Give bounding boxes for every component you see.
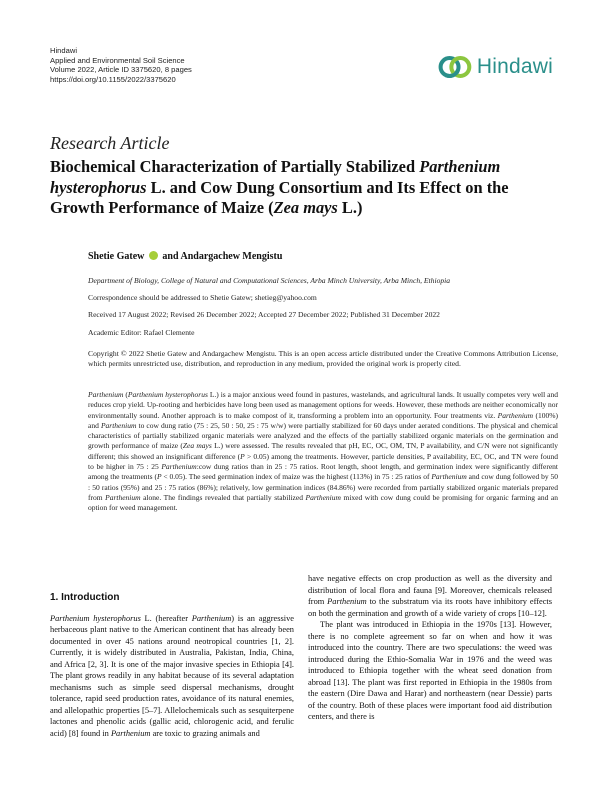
- title-part: L.): [337, 198, 363, 217]
- body-paragraph: The plant was introduced in Ethiopia in the 1970s [13]. However, there is no complete agreement so far on when and how it was introduced into the country. There are two speculations: the weed was introduced during the Ethio-Somalia War in 1976 and the weed was introduced to Ethiopia together with the wheat seed donation from abroad [13]. The plant was first reported in Ethiopia in the 1980s from the eastern (Dire Dawa and Harar) and northeastern (near Dessie) parts of the country. Both of these places were important food aid distribution centers, and there is: [308, 620, 552, 721]
- abstract-text: L.) were assessed. The results revealed that pH, EC, OC, OM, TN, P availability, and C/N were not significantly different; this showed an insignificant difference (: [88, 441, 558, 461]
- body-column-left: [50, 592, 294, 739]
- abstract-species: Parthenium: [161, 462, 197, 472]
- abstract-species: Zea mays: [182, 441, 212, 451]
- orcid-icon[interactable]: [149, 251, 158, 260]
- body-text: are toxic to grazing animals and: [150, 728, 260, 738]
- publisher-name: Hindawi: [50, 46, 78, 55]
- body-species: Parthenium hysterophorus: [50, 613, 141, 623]
- abstract-text: (: [123, 390, 128, 399]
- title-species: Parthenium hysterophorus: [50, 157, 501, 197]
- body-species: Parthenium: [327, 597, 367, 606]
- title-part: L. and Cow Dung Consortium and Its Effect on the Growth Performance of Maize (: [50, 177, 509, 217]
- body-text: ) is an aggressive herbaceous plant native to the American continent that has already been documented in over 45 nations around neotropical countries [1, 2]. Currently, it is widely distributed in Australia, Pakistan, India, China, and Africa [2, 3]. It is one of the major invasive species in Ethiopia [4]. The plant grows readily in any habitat because of its several adaptation mechanisms such as simple seed dispersal mechanisms, drought tolerance, rapid seed production rates, avoidance of its natural enemies, and allelopathic properties [5–7]. Allelochemicals such as sesquiterpene lactones and phenolic acids (gallic acid, chlorogenic acid, and ferulic acid) [8] found in: [50, 613, 294, 738]
- body-species: Parthenium: [191, 613, 232, 623]
- abstract-text: mixed with cow dung could be promising for organic farming and an option for weed management.: [88, 492, 558, 513]
- section-heading: 1. Introduction: [50, 592, 120, 603]
- abstract-text: L.) is a major anxious weed found in pastures, wastelands, and agricultural lands. It usually competes very well and reduces crop yield. Up-rooting and herbicides have long been used as management options for weeds. However, these methods are neither economically nor environmentally sound. Another approach is to make compost of it, transforming a problem into an opportunity. Four treatments viz.: [88, 390, 558, 420]
- body-paragraph: [308, 573, 552, 619]
- author-connector: and: [162, 251, 179, 262]
- abstract-species: Parthenium: [305, 492, 341, 502]
- article-type: Research Article: [50, 133, 170, 153]
- doi-link[interactable]: https://doi.org/10.1155/2022/3375620: [50, 74, 176, 84]
- body-text: to the substratum via its roots have inhibitory effects on both the germination and growth of a wide variety of crops [10–12].: [308, 597, 553, 618]
- body-paragraph: [50, 613, 294, 740]
- title-part: Biochemical Characterization of Partially Stabilized: [50, 157, 420, 176]
- abstract-symbol: P: [156, 472, 162, 482]
- abstract-text: :cow dung ratios than in 25 : 75 ratios. Root length, shoot length, and germination index were significantly different among the treatments (: [88, 462, 558, 482]
- body-text: have negative effects on crop production as well as the diversity and distribution of local flora and fauna [9]. Moreover, chemicals released from: [308, 574, 552, 606]
- body-species: Parthenium: [110, 728, 151, 738]
- abstract-text: < 0.05). The seed germination index of maize was the highest (113%) in 75 : 25 ratios of: [161, 472, 432, 482]
- author-name[interactable]: Shetie Gatew: [88, 251, 145, 262]
- abstract-species: Parthenium hysterophorus: [127, 390, 208, 399]
- copyright-notice: Copyright © 2022 Shetie Gatew and Andargachew Mengistu. This is an open access article distributed under the Creative Commons Attribution License, which permits unrestricted use, distribution, and reproduction in any medium, provided the original work is properly cited.: [88, 349, 558, 369]
- logo-text: Hindawi: [476, 55, 553, 78]
- abstract-text: and cow dung followed by 50 : 50 ratios (95%) and 25 : 75 ratios (86%); relatively, low germination indices (84.86%) were recorded from partially stabilized organic materials prepared from: [88, 472, 559, 502]
- abstract-species: Parthenium: [88, 390, 124, 399]
- abstract: [88, 390, 558, 514]
- volume-info: Volume 2022, Article ID 3375620, 8 pages: [50, 65, 192, 75]
- abstract-text: > 0.05) among the treatments. However, particle densities, P availability, EC, OC, and TN were found to be higher in 75 : 25: [88, 451, 558, 472]
- abstract-text: (100%) and: [88, 410, 558, 430]
- correspondence: Correspondence should be addressed to Shetie Gatew; shetieg@yahoo.com: [88, 293, 317, 302]
- abstract-species: Parthenium: [497, 410, 534, 420]
- hindawi-rings-icon: [437, 52, 473, 82]
- journal-name: Applied and Environmental Soil Science: [50, 55, 185, 65]
- author-list: [88, 251, 282, 262]
- abstract-species: Parthenium: [431, 472, 467, 482]
- abstract-species: Parthenium: [105, 492, 141, 502]
- journal-info: [50, 46, 192, 84]
- paper-title: [50, 157, 560, 219]
- abstract-symbol: P: [240, 451, 245, 461]
- affiliation: Department of Biology, College of Natural and Computational Sciences, Arba Minch University, Arba Minch, Ethiopia: [88, 276, 451, 285]
- hindawi-logo: [437, 50, 553, 84]
- title-species: Zea mays: [273, 198, 338, 217]
- body-column-right: [308, 573, 552, 723]
- author-name[interactable]: Andargachew Mengistu: [180, 251, 283, 262]
- abstract-text: alone. The findings revealed that partially stabilized: [140, 492, 306, 502]
- body-text: L. (hereafter: [140, 613, 192, 623]
- abstract-text: to cow dung ratio (75 : 25, 50 : 50, 25 : 75 w/w) were partially stabilized for 60 days under aerated conditions. The physical and chemical characteristics of partially stabilized organic materials were analyzed and the effects of the partially stabilized organic materials on the germination and growth performance of maize (: [88, 420, 558, 451]
- academic-editor: Academic Editor: Rafael Clemente: [88, 328, 195, 337]
- publication-dates: Received 17 August 2022; Revised 26 December 2022; Accepted 27 December 2022; Published 31 December 2022: [88, 310, 440, 319]
- abstract-species: Parthenium: [100, 420, 137, 430]
